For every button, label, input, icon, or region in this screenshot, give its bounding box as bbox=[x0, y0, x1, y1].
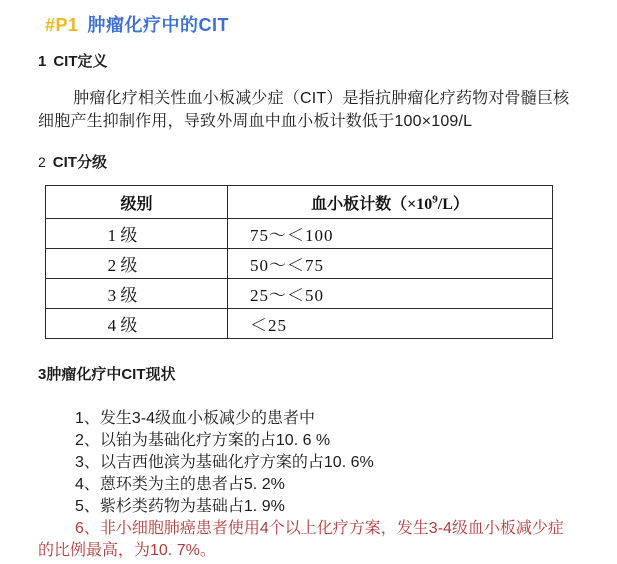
platelet-range-cell: ＜25 bbox=[228, 309, 553, 339]
section-heading-label: CIT定义 bbox=[53, 53, 108, 70]
table-row bbox=[46, 219, 553, 249]
table-row bbox=[46, 279, 553, 309]
table-header-row bbox=[46, 186, 553, 219]
page-title bbox=[45, 14, 577, 36]
list-item: 4、蒽环类为主的患者占5. 2% bbox=[75, 476, 285, 493]
page-number-tag: #P1 bbox=[45, 15, 79, 35]
cit-grading-table bbox=[45, 185, 553, 339]
list-item: 3、以吉西他滨为基础化疗方案的占10. 6% bbox=[75, 454, 374, 471]
section-number: 2 bbox=[38, 154, 46, 170]
grade-cell: 2 级 bbox=[46, 249, 228, 279]
grade-cell: 1 级 bbox=[46, 219, 228, 249]
grade-cell: 3 级 bbox=[46, 279, 228, 309]
section-heading-status: 3肿瘤化疗中CIT现状 bbox=[38, 366, 176, 383]
superscript-exponent: 9 bbox=[432, 193, 438, 206]
definition-paragraph: 肿瘤化疗相关性血小板减少症（CIT）是指抗肿瘤化疗药物对骨髓巨核细胞产生抑制作用，导致外周血中血小板计数低于100×109/L bbox=[38, 90, 570, 130]
list-item: 2、以铂为基础化疗方案的占10. 6 % bbox=[75, 432, 331, 449]
platelet-range-cell: 75～＜100 bbox=[228, 219, 553, 249]
status-list bbox=[38, 408, 577, 562]
table-row bbox=[46, 249, 553, 279]
section-number: 1 bbox=[38, 53, 47, 70]
platelet-range-cell: 50～＜75 bbox=[228, 249, 553, 279]
column-header-platelet-count: 血小板计数$(\times 10^9/L)$ bbox=[228, 186, 553, 219]
platelet-range-cell: 25～＜50 bbox=[228, 279, 553, 309]
document-title-text: 肿瘤化疗中的CIT bbox=[87, 15, 230, 35]
section-heading-grading bbox=[38, 153, 577, 172]
section-heading-definition bbox=[38, 53, 577, 71]
list-item: 1、发生3-4级血小板减少的患者中 bbox=[75, 410, 316, 427]
section-heading-label: CIT分级 bbox=[52, 154, 107, 171]
column-header-grade: 级别 bbox=[46, 186, 228, 219]
list-item: 5、紫杉类药物为基础占1. 9% bbox=[75, 498, 285, 515]
grade-cell: 4 级 bbox=[46, 309, 228, 339]
list-item-highlighted: 6、非小细胞肺癌患者使用4个以上化疗方案，发生3-4级血小板减少症的比例最高，为10. 7%。 bbox=[38, 520, 564, 559]
table-row bbox=[46, 309, 553, 339]
